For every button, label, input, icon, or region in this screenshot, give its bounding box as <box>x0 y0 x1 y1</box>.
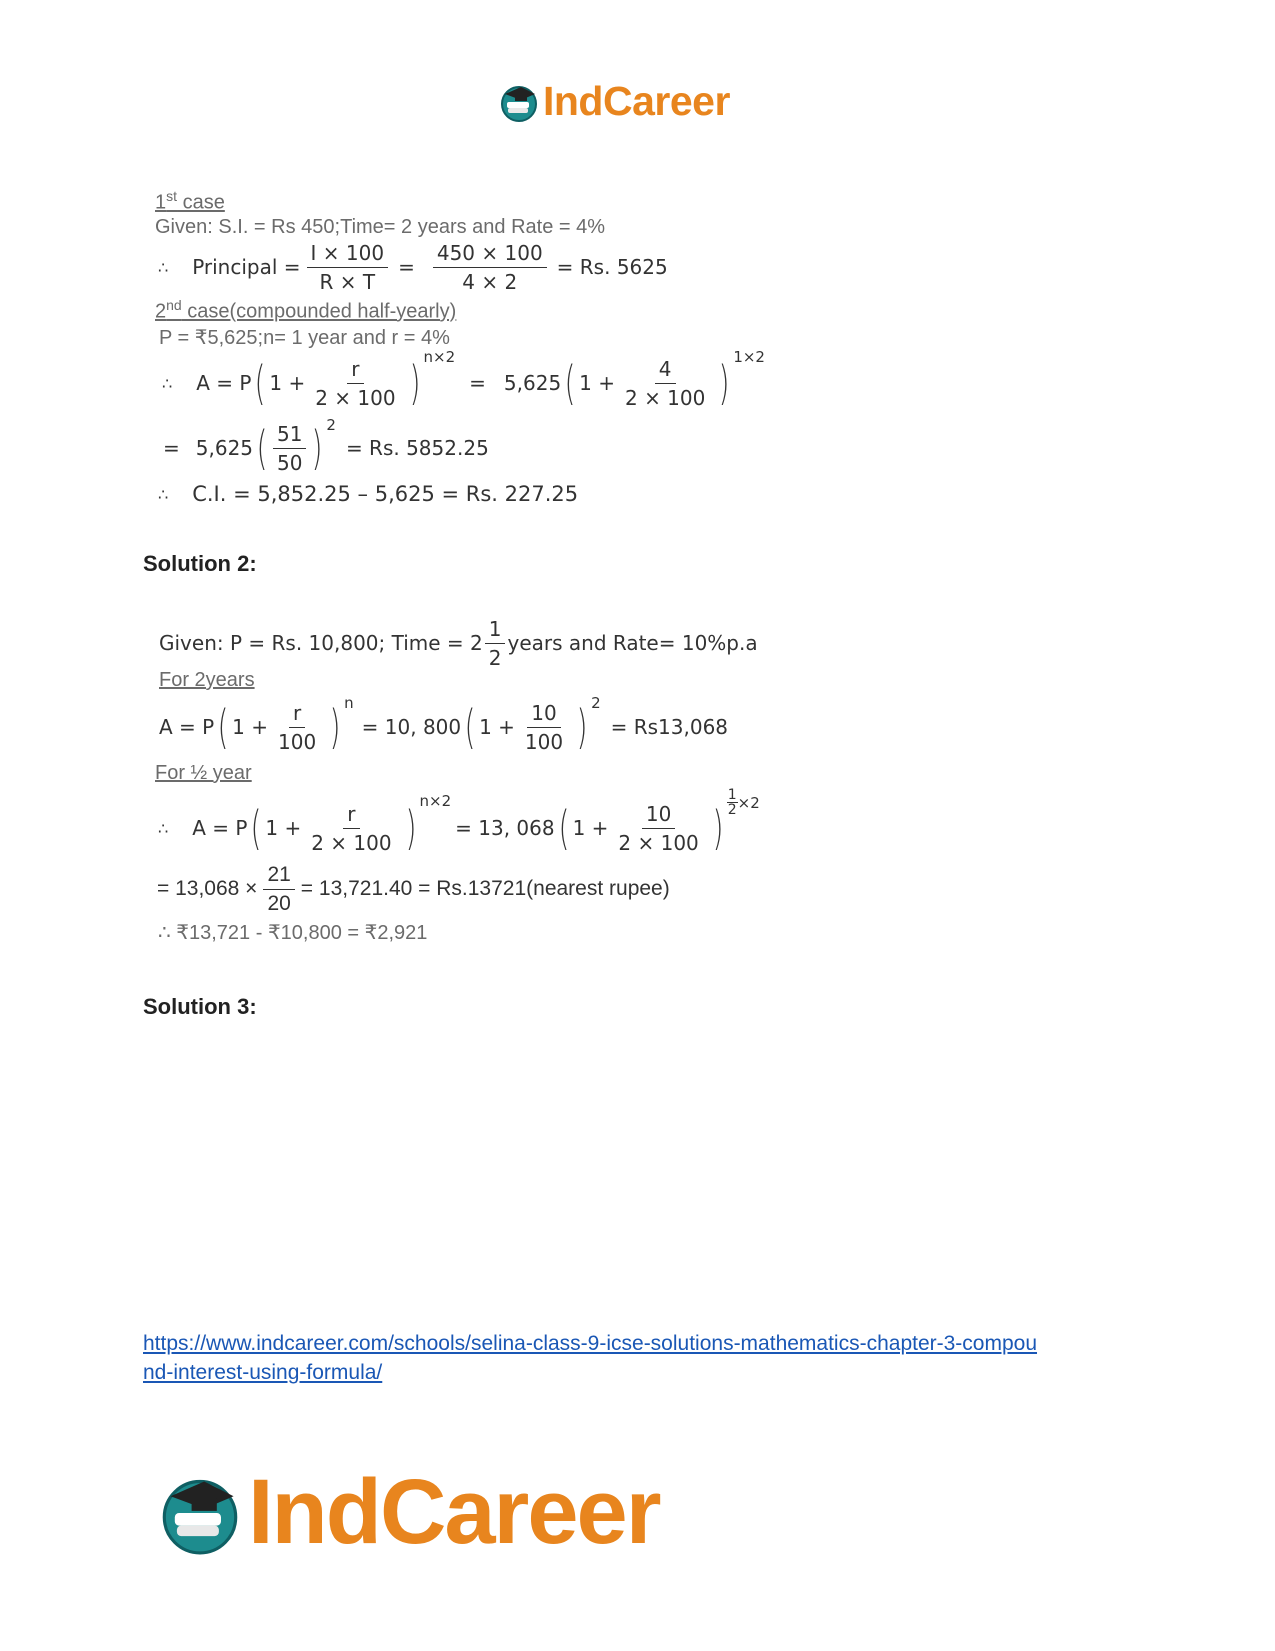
case2-given: P = ₹5,625;n= 1 year and r = 4% <box>159 327 450 349</box>
solution2-given: Given: P = Rs. 10,800; Time = 2 $\frac{1}{2}$ years and Rate= 10%p.a <box>159 616 758 670</box>
header-logo <box>499 78 730 125</box>
solution-2-heading: Solution 2: <box>143 551 257 576</box>
footer-logo <box>158 1460 660 1565</box>
graduation-globe-icon <box>499 82 539 122</box>
case1-given: Given: S.I. = Rs 450;Time= 2 years and Rate = 4% <box>155 216 606 238</box>
for-2-years-label: For 2years <box>159 669 255 691</box>
solution-3-heading: Solution 3: <box>143 994 257 1019</box>
case1-principal-formula: ∴ Principal = $\frac{I \times 100}{R \times T}$ = $\frac{450 \times 100}{4 \times 2}$ = Rs. 5625 <box>158 240 668 294</box>
brand-name: IndCareer <box>248 1461 660 1563</box>
case2-ci-result: ∴ C.I. = 5,852.25 – 5,625 = Rs. 227.25 <box>158 482 579 506</box>
source-link[interactable] <box>143 1329 1103 1387</box>
solution2-half-year-result: = 13,068 × $\frac{21}{20}$ = 13,721.40 = Rs.13721(nearest rupee) <box>157 862 670 915</box>
source-link-line-2[interactable]: nd-interest-using-formula/ <box>143 1361 383 1384</box>
brand-name: IndCareer <box>543 78 730 124</box>
solution2-final: ∴ ₹13,721 - ₹10,800 = ₹2,921 <box>158 922 428 944</box>
case2-amount-result: = 5,625 ( $\frac{51}{50}$ ) 2 = Rs. 5852.25 <box>163 416 489 475</box>
for-half-year-label: For ½ year <box>155 762 252 784</box>
solution2-two-year-formula: A = P ( 1 + $\frac{r}{100}$ ) n = 10, 800 ( 1 + $\frac{10}{100}$ ) 2 = Rs13,068 <box>159 694 729 754</box>
graduation-globe-icon <box>158 1471 242 1555</box>
case1-title: 1st case <box>155 188 225 214</box>
source-link-line-1[interactable]: https://www.indcareer.com/schools/selina-class-9-icse-solutions-mathematics-chapter-3-compou <box>143 1332 1038 1355</box>
case2-title: 2nd case(compounded half-yearly) <box>155 297 457 323</box>
case2-amount-formula: ∴ A = P ( 1 + $\frac{r}{2 \times 100}$ ) n×2 = 5,625 ( 1 + $\frac{4}{2 \times 100}$ ) 1×2 <box>162 348 765 410</box>
solution2-half-year-formula: ∴ A = P ( 1 + $\frac{r}{2 \times 100}$ ) n×2 = 13, 068 ( 1 + $\frac{10}{2 \times 100}$ ) $\frac{1}{2}$ ×2 <box>158 787 760 855</box>
